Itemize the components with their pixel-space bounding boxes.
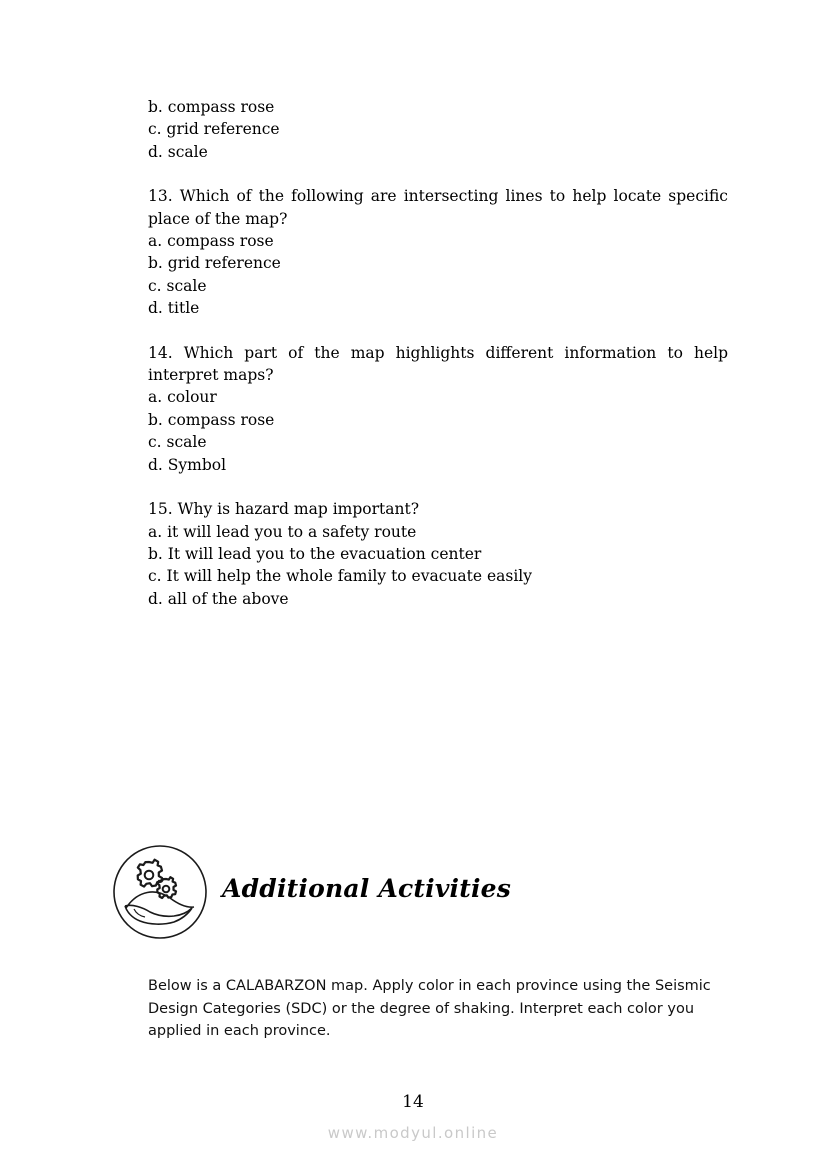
activity-instructions: Below is a CALABARZON map. Apply color in each province using the Seismic Design Categories (SDC) or the degree of shaking. Interpret each color you applied in each province. [148, 978, 711, 1039]
question-13 [148, 185, 728, 319]
choice-item: b. compass rose [148, 410, 275, 429]
question-content [148, 96, 728, 632]
choice-item: a. compass rose [148, 232, 274, 251]
choice-item: d. Symbol [148, 455, 227, 474]
additional-activities-header [112, 844, 732, 940]
choice-item: b. compass rose [148, 98, 275, 116]
choice-item: c. grid reference [148, 120, 280, 139]
choice-item: a. colour [148, 388, 217, 407]
choice-item: c. scale [148, 433, 207, 452]
choice-item: b. It will lead you to the evacuation center [148, 544, 482, 563]
choice-item: d. scale [148, 142, 208, 161]
question-14 [148, 342, 728, 476]
choice-item: d. title [148, 299, 200, 318]
question-stem: 15. Why is hazard map important? [148, 500, 420, 519]
choice-item: a. it will lead you to a safety route [148, 522, 417, 541]
choice-item: d. all of the above [148, 589, 289, 608]
continued-choices-block [148, 96, 728, 163]
watermark: www.modyul.online [327, 1124, 499, 1142]
question-stem: 14. Which part of the map highlights different information to help interpret maps? [148, 343, 728, 385]
question-stem: 13. Which of the following are intersecting lines to help locate specific place of the map? [148, 187, 728, 228]
choice-item: c. scale [148, 276, 207, 295]
page-number: 14 [402, 1092, 424, 1112]
question-15 [148, 498, 728, 610]
choice-item: b. grid reference [148, 254, 281, 273]
section-title: Additional Activities [222, 874, 512, 903]
gears-in-hand-icon [112, 844, 208, 940]
choice-item: c. It will help the whole family to evacuate easily [148, 567, 532, 586]
